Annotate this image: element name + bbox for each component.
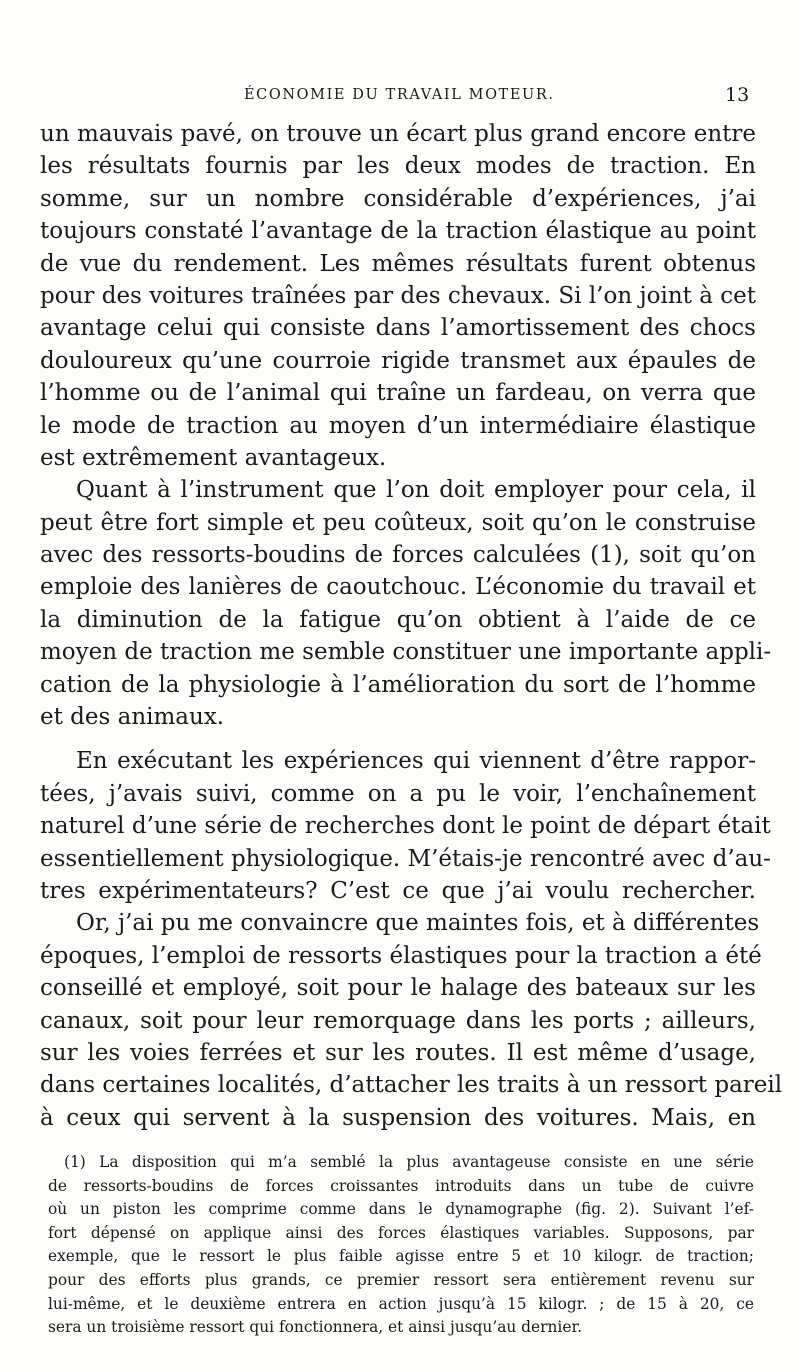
footnote-line: pour des efforts plus grands, ce premier ressort sera entièrement revenu sur xyxy=(48,1270,754,1289)
paragraph-gap xyxy=(40,733,756,745)
text-line: est extrêmement avantageux. xyxy=(40,444,387,471)
text-line: sur les voies ferrées et sur les routes. Il est même d’usage, xyxy=(40,1039,756,1066)
text-line: époques, l’emploi de ressorts élastiques pour la traction a été xyxy=(40,942,762,969)
footnote xyxy=(48,1151,754,1340)
text-line: Quant à l’instrument que l’on doit employer pour cela, il xyxy=(76,477,756,504)
footnote-line: fort dépensé on applique ainsi des forces élastiques variables. Supposons, par xyxy=(48,1223,754,1242)
footnote-line: de ressorts-boudins de forces croissantes introduits dans un tube de cuivre xyxy=(48,1176,754,1195)
text-line: conseillé et employé, soit pour le halage des bateaux sur les xyxy=(40,975,756,1002)
text-line: les résultats fournis par les deux modes de traction. En xyxy=(40,153,756,180)
text-line: naturel d’une série de recherches dont le point de départ était xyxy=(40,813,771,840)
paragraph-2 xyxy=(40,474,772,733)
text-line: essentiellement physiologique. M’étais-je rencontré avec d’au- xyxy=(40,845,771,872)
paragraph-1 xyxy=(40,118,756,474)
footnote-line: lui-même, et le deuxième entrera en action jusqu’à 15 kilogr. ; de 15 à 20, ce xyxy=(48,1294,754,1313)
footnote-line: sera un troisième ressort qui fonctionnera, et ainsi jusqu’au dernier. xyxy=(48,1318,583,1337)
running-head xyxy=(0,84,800,109)
paragraph-3 xyxy=(40,745,771,907)
text-line: toujours constaté l’avantage de la traction élastique au point xyxy=(40,218,756,245)
text-line: cation de la physiologie à l’amélioration du sort de l’homme xyxy=(40,671,756,698)
text-line: somme, sur un nombre considérable d’expériences, j’ai xyxy=(40,185,756,212)
text-line: tées, j’avais suivi, comme on a pu le voir, l’enchaînement xyxy=(40,780,756,807)
footnote-line: où un piston les comprime comme dans le dynamographe (fig. 2). Suivant l’ef- xyxy=(48,1200,754,1219)
page-number: 13 xyxy=(725,84,750,106)
text-line: la diminution de la fatigue qu’on obtient à l’aide de ce xyxy=(40,606,756,633)
text-line: à ceux qui servent à la suspension des voitures. Mais, en xyxy=(40,1104,756,1131)
text-line: emploie des lanières de caoutchouc. L’économie du travail et xyxy=(40,574,756,601)
footnote-line: exemple, que le ressort le plus faible agisse entre 5 et 10 kilogr. de traction; xyxy=(48,1247,754,1266)
text-line: l’homme ou de l’animal qui traîne un fardeau, on verra que xyxy=(40,380,756,407)
text-line: avec des ressorts-boudins de forces calculées (1), soit qu’on xyxy=(40,542,756,569)
running-title: ÉCONOMIE DU TRAVAIL MOTEUR. xyxy=(244,87,555,103)
text-line: En exécutant les expériences qui viennent d’être rappor- xyxy=(76,748,756,775)
text-line: le mode de traction au moyen d’un intermédiaire élastique xyxy=(40,412,756,439)
paragraph-4 xyxy=(40,907,783,1134)
text-line: avantage celui qui consiste dans l’amortissement des chocs xyxy=(40,315,756,342)
text-line: douloureux qu’une courroie rigide transmet aux épaules de xyxy=(40,347,756,374)
text-line: un mauvais pavé, on trouve un écart plus grand encore entre xyxy=(40,121,756,147)
body-text xyxy=(40,118,783,1134)
text-line: dans certaines localités, d’attacher les traits à un ressort pareil xyxy=(40,1072,783,1099)
text-line: peut être fort simple et peu coûteux, soit qu’on le construise xyxy=(40,509,756,536)
footnote-line: (1) La disposition qui m’a semblé la plus avantageuse consiste en une série xyxy=(64,1153,754,1171)
text-line: canaux, soit pour leur remorquage dans les ports ; ailleurs, xyxy=(40,1007,756,1034)
text-line: de vue du rendement. Les mêmes résultats furent obtenus xyxy=(40,250,756,277)
text-line: pour des voitures traînées par des chevaux. Si l’on joint à cet xyxy=(40,282,756,309)
text-line: et des animaux. xyxy=(40,704,225,731)
text-line: Or, j’ai pu me convaincre que maintes fois, et à différentes xyxy=(76,910,760,937)
text-line: tres expérimentateurs? C’est ce que j’ai voulu rechercher. xyxy=(40,877,756,904)
text-line: moyen de traction me semble constituer une importante appli- xyxy=(40,639,772,666)
